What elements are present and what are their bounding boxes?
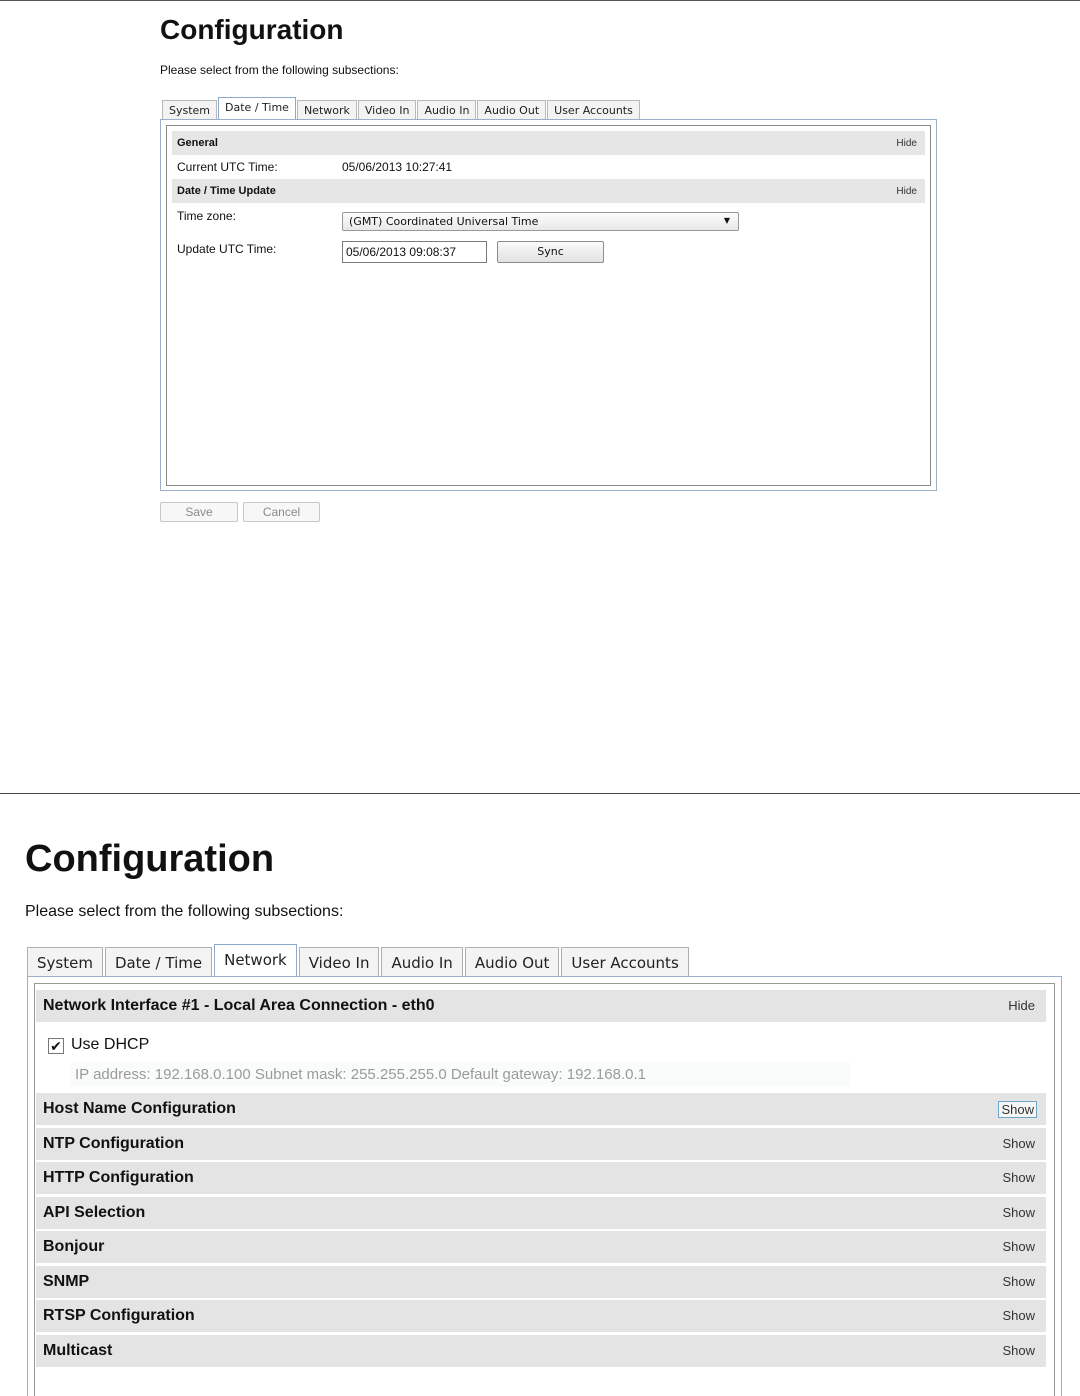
sync-button[interactable]: Sync xyxy=(497,241,604,263)
tab-system[interactable]: System xyxy=(27,947,103,977)
dropdown-arrow-icon: ▼ xyxy=(723,216,730,225)
section-header-bonjour xyxy=(36,1231,1046,1263)
tab-content xyxy=(166,125,931,486)
show-toggle[interactable]: Show xyxy=(1002,1343,1035,1358)
section-title: NTP Configuration xyxy=(43,1135,185,1152)
tab-network[interactable]: Network xyxy=(214,944,297,978)
tab-network[interactable]: Network xyxy=(297,100,357,120)
section-header-date-time-update xyxy=(172,179,925,203)
section-header-api-selection xyxy=(36,1197,1046,1229)
section-title: Bonjour xyxy=(43,1238,105,1255)
page-subtitle: Please select from the following subsections: xyxy=(160,63,399,77)
tab-date-time[interactable]: Date / Time xyxy=(218,97,296,121)
show-toggle[interactable]: Show xyxy=(1002,1274,1035,1289)
show-toggle[interactable]: Show xyxy=(1002,1205,1035,1220)
show-toggle[interactable]: Show xyxy=(1002,1170,1035,1185)
section-title: Multicast xyxy=(43,1342,113,1359)
use-dhcp-label: Use DHCP xyxy=(71,1036,150,1053)
show-toggle[interactable]: Show xyxy=(1002,1239,1035,1254)
tab-date-time[interactable]: Date / Time xyxy=(105,947,212,977)
tab-bar xyxy=(27,943,691,977)
tab-content-frame xyxy=(160,119,937,491)
section-header-network-interface xyxy=(36,990,1046,1022)
section-title: General xyxy=(177,137,218,149)
current-utc-value: 05/06/2013 10:27:41 xyxy=(342,160,453,174)
section-title: RTSP Configuration xyxy=(43,1307,195,1324)
show-toggle[interactable]: Show xyxy=(1002,1136,1035,1151)
section-header-ntp xyxy=(36,1128,1046,1160)
section-header-snmp xyxy=(36,1266,1046,1298)
show-toggle[interactable]: Show xyxy=(998,1101,1037,1118)
tab-bar xyxy=(162,96,641,120)
timezone-label: Time zone: xyxy=(177,209,236,223)
tab-system[interactable]: System xyxy=(162,100,217,120)
section-title: Network Interface #1 - Local Area Connection - eth0 xyxy=(43,997,435,1014)
save-button[interactable]: Save xyxy=(160,502,238,522)
tab-video-in[interactable]: Video In xyxy=(358,100,417,120)
section-header-multicast xyxy=(36,1335,1046,1367)
screenshot-divider xyxy=(0,793,1080,794)
timezone-selected-value: (GMT) Coordinated Universal Time xyxy=(349,215,539,228)
tab-audio-out[interactable]: Audio Out xyxy=(465,947,560,977)
show-toggle[interactable]: Show xyxy=(1002,1308,1035,1323)
top-border xyxy=(0,0,1080,1)
page-subtitle: Please select from the following subsections: xyxy=(25,903,344,920)
ip-info-text: IP address: 192.168.0.100 Subnet mask: 255.255.255.0 Default gateway: 192.168.0.1 xyxy=(75,1066,646,1083)
section-header-general xyxy=(172,131,925,155)
cancel-button[interactable]: Cancel xyxy=(243,502,320,522)
section-title: Host Name Configuration xyxy=(43,1100,236,1117)
timezone-select[interactable] xyxy=(342,212,739,231)
section-title: API Selection xyxy=(43,1204,146,1221)
use-dhcp-checkbox[interactable] xyxy=(48,1038,64,1054)
update-utc-label: Update UTC Time: xyxy=(177,242,277,256)
section-title: Date / Time Update xyxy=(177,185,276,197)
section-header-rtsp xyxy=(36,1300,1046,1332)
hide-toggle[interactable]: Hide xyxy=(1008,998,1035,1013)
section-title: SNMP xyxy=(43,1273,90,1290)
section-header-host-name xyxy=(36,1093,1046,1125)
config-panel-network xyxy=(25,795,1065,1390)
hide-toggle[interactable]: Hide xyxy=(896,138,917,149)
ip-info-readout xyxy=(71,1063,851,1087)
update-utc-input[interactable]: 05/06/2013 09:08:37 xyxy=(342,241,487,263)
tab-audio-out[interactable]: Audio Out xyxy=(477,100,546,120)
tab-audio-in[interactable]: Audio In xyxy=(417,100,476,120)
page-title: Configuration xyxy=(25,838,275,880)
section-title: HTTP Configuration xyxy=(43,1169,194,1186)
tab-user-accounts[interactable]: User Accounts xyxy=(547,100,640,120)
tab-user-accounts[interactable]: User Accounts xyxy=(561,947,688,977)
hide-toggle[interactable]: Hide xyxy=(896,186,917,197)
checkmark-icon: ✔ xyxy=(50,1038,62,1054)
tab-audio-in[interactable]: Audio In xyxy=(381,947,462,977)
tab-video-in[interactable]: Video In xyxy=(299,947,380,977)
section-header-http xyxy=(36,1162,1046,1194)
current-utc-label: Current UTC Time: xyxy=(177,160,278,174)
page-title: Configuration xyxy=(160,14,344,45)
